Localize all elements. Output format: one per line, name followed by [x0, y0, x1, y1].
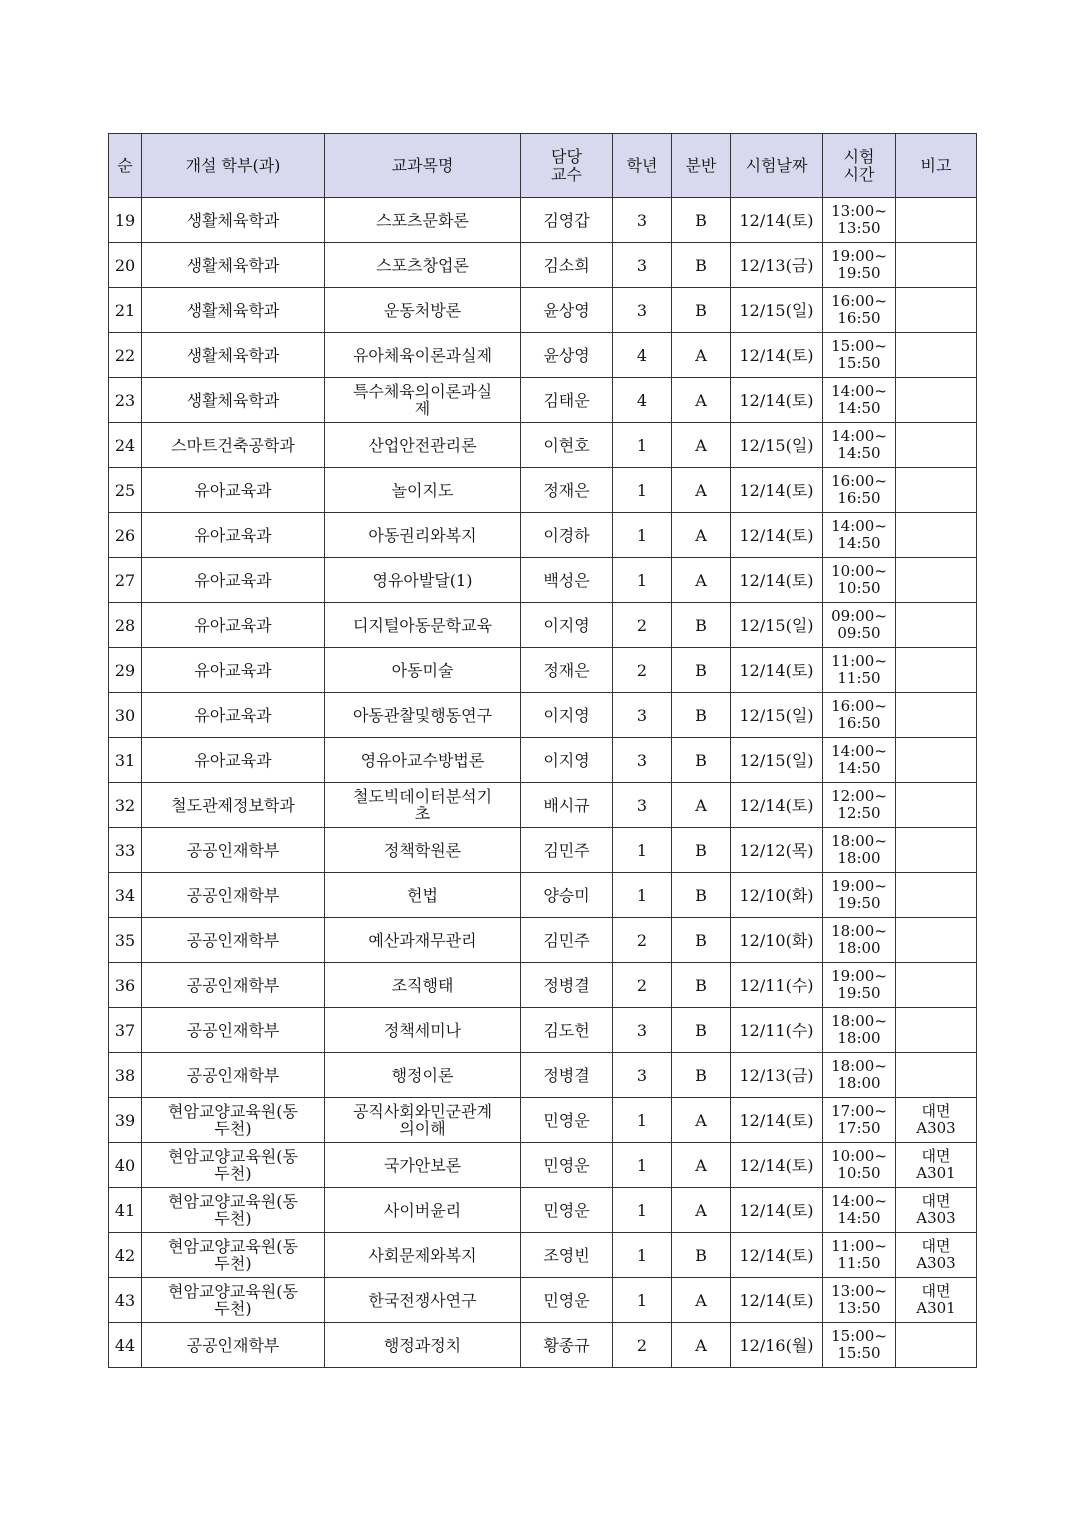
table-row: [109, 243, 977, 288]
cell-section: A: [672, 1188, 731, 1233]
cell-time: 17:00~ 17:50: [823, 1098, 896, 1143]
cell-no: 35: [109, 918, 142, 963]
cell-dept: 생활체육학과: [142, 378, 325, 423]
cell-date: 12/14(토): [731, 378, 823, 423]
cell-note: [896, 693, 977, 738]
cell-section: B: [672, 243, 731, 288]
cell-section: A: [672, 468, 731, 513]
cell-section: B: [672, 693, 731, 738]
cell-dept: 유아교육과: [142, 468, 325, 513]
cell-section: A: [672, 558, 731, 603]
cell-dept: 현암교양교육원(동 두천): [142, 1188, 325, 1233]
cell-note: [896, 1323, 977, 1368]
cell-dept: 공공인재학부: [142, 963, 325, 1008]
table-row: [109, 1143, 977, 1188]
header-time: 시험 시간: [823, 134, 896, 198]
cell-grade: 2: [613, 918, 672, 963]
cell-time: 16:00~ 16:50: [823, 468, 896, 513]
cell-no: 29: [109, 648, 142, 693]
cell-date: 12/15(일): [731, 423, 823, 468]
cell-no: 31: [109, 738, 142, 783]
table-row: [109, 288, 977, 333]
cell-date: 12/10(화): [731, 918, 823, 963]
cell-course: 공직사회와민군관계 의이해: [325, 1098, 521, 1143]
cell-dept: 생활체육학과: [142, 288, 325, 333]
table-row: [109, 423, 977, 468]
table-row: [109, 693, 977, 738]
cell-grade: 3: [613, 783, 672, 828]
cell-grade: 3: [613, 1008, 672, 1053]
cell-prof: 이지영: [521, 693, 613, 738]
cell-grade: 1: [613, 423, 672, 468]
cell-dept: 공공인재학부: [142, 873, 325, 918]
cell-dept: 현암교양교육원(동 두천): [142, 1098, 325, 1143]
cell-course: 예산과재무관리: [325, 918, 521, 963]
cell-dept: 생활체육학과: [142, 198, 325, 243]
header-note: 비고: [896, 134, 977, 198]
cell-date: 12/14(토): [731, 783, 823, 828]
cell-prof: 김소희: [521, 243, 613, 288]
table-row: [109, 1098, 977, 1143]
cell-date: 12/10(화): [731, 873, 823, 918]
cell-section: A: [672, 423, 731, 468]
header-no: 순: [109, 134, 142, 198]
exam-schedule-table: [108, 133, 977, 1368]
cell-prof: 김도헌: [521, 1008, 613, 1053]
cell-time: 14:00~ 14:50: [823, 378, 896, 423]
cell-date: 12/14(토): [731, 1098, 823, 1143]
cell-course: 산업안전관리론: [325, 423, 521, 468]
cell-grade: 1: [613, 1143, 672, 1188]
cell-grade: 1: [613, 468, 672, 513]
header-dept: 개설 학부(과): [142, 134, 325, 198]
header-grade: 학년: [613, 134, 672, 198]
cell-prof: 이경하: [521, 513, 613, 558]
cell-note: 대면 A303: [896, 1233, 977, 1278]
cell-grade: 1: [613, 873, 672, 918]
cell-section: A: [672, 513, 731, 558]
cell-date: 12/15(일): [731, 288, 823, 333]
cell-course: 철도빅데이터분석기 초: [325, 783, 521, 828]
cell-prof: 배시규: [521, 783, 613, 828]
cell-date: 12/16(월): [731, 1323, 823, 1368]
cell-no: 39: [109, 1098, 142, 1143]
cell-section: B: [672, 603, 731, 648]
cell-date: 12/14(토): [731, 333, 823, 378]
cell-prof: 김태운: [521, 378, 613, 423]
cell-section: B: [672, 828, 731, 873]
table-row: [109, 828, 977, 873]
cell-grade: 2: [613, 963, 672, 1008]
cell-note: [896, 558, 977, 603]
cell-section: B: [672, 198, 731, 243]
cell-date: 12/14(토): [731, 468, 823, 513]
cell-course: 아동미술: [325, 648, 521, 693]
cell-course: 운동처방론: [325, 288, 521, 333]
cell-no: 30: [109, 693, 142, 738]
cell-date: 12/15(일): [731, 603, 823, 648]
cell-date: 12/15(일): [731, 693, 823, 738]
cell-note: [896, 738, 977, 783]
table-row: [109, 918, 977, 963]
cell-dept: 생활체육학과: [142, 243, 325, 288]
cell-prof: 김민주: [521, 828, 613, 873]
cell-no: 37: [109, 1008, 142, 1053]
cell-note: 대면 A303: [896, 1098, 977, 1143]
cell-dept: 공공인재학부: [142, 1008, 325, 1053]
cell-note: [896, 513, 977, 558]
cell-note: [896, 468, 977, 513]
cell-prof: 정재은: [521, 468, 613, 513]
cell-time: 12:00~ 12:50: [823, 783, 896, 828]
cell-time: 18:00~ 18:00: [823, 918, 896, 963]
cell-no: 19: [109, 198, 142, 243]
cell-grade: 1: [613, 513, 672, 558]
cell-dept: 유아교육과: [142, 693, 325, 738]
cell-course: 아동관찰및행동연구: [325, 693, 521, 738]
cell-section: A: [672, 1143, 731, 1188]
cell-prof: 정병결: [521, 1053, 613, 1098]
cell-no: 36: [109, 963, 142, 1008]
table-row: [109, 783, 977, 828]
cell-dept: 유아교육과: [142, 513, 325, 558]
cell-section: A: [672, 1098, 731, 1143]
cell-grade: 1: [613, 1278, 672, 1323]
cell-no: 41: [109, 1188, 142, 1233]
cell-date: 12/12(목): [731, 828, 823, 873]
cell-prof: 정병결: [521, 963, 613, 1008]
cell-date: 12/13(금): [731, 1053, 823, 1098]
cell-note: 대면 A301: [896, 1278, 977, 1323]
cell-prof: 민영운: [521, 1188, 613, 1233]
cell-note: [896, 783, 977, 828]
cell-grade: 1: [613, 1188, 672, 1233]
cell-grade: 1: [613, 828, 672, 873]
cell-course: 국가안보론: [325, 1143, 521, 1188]
cell-course: 특수체육의이론과실 제: [325, 378, 521, 423]
cell-course: 행정과정치: [325, 1323, 521, 1368]
cell-time: 09:00~ 09:50: [823, 603, 896, 648]
cell-section: B: [672, 738, 731, 783]
cell-dept: 현암교양교육원(동 두천): [142, 1278, 325, 1323]
cell-course: 정책학원론: [325, 828, 521, 873]
cell-no: 38: [109, 1053, 142, 1098]
cell-time: 10:00~ 10:50: [823, 558, 896, 603]
cell-prof: 정재은: [521, 648, 613, 693]
cell-section: B: [672, 873, 731, 918]
cell-course: 놀이지도: [325, 468, 521, 513]
cell-grade: 2: [613, 603, 672, 648]
cell-dept: 유아교육과: [142, 738, 325, 783]
cell-prof: 김민주: [521, 918, 613, 963]
cell-course: 헌법: [325, 873, 521, 918]
cell-course: 조직행태: [325, 963, 521, 1008]
cell-no: 24: [109, 423, 142, 468]
cell-section: A: [672, 1323, 731, 1368]
cell-note: 대면 A303: [896, 1188, 977, 1233]
cell-section: B: [672, 918, 731, 963]
cell-time: 19:00~ 19:50: [823, 873, 896, 918]
cell-dept: 유아교육과: [142, 603, 325, 648]
table-row: [109, 738, 977, 783]
cell-time: 14:00~ 14:50: [823, 513, 896, 558]
table-row: [109, 1188, 977, 1233]
cell-dept: 철도관제정보학과: [142, 783, 325, 828]
cell-time: 16:00~ 16:50: [823, 288, 896, 333]
cell-no: 25: [109, 468, 142, 513]
cell-course: 정책세미나: [325, 1008, 521, 1053]
table-row: [109, 1233, 977, 1278]
table-row: [109, 648, 977, 693]
cell-note: [896, 1053, 977, 1098]
table-row: [109, 558, 977, 603]
cell-time: 18:00~ 18:00: [823, 1053, 896, 1098]
cell-section: A: [672, 378, 731, 423]
cell-time: 13:00~ 13:50: [823, 1278, 896, 1323]
cell-date: 12/14(토): [731, 1233, 823, 1278]
cell-no: 26: [109, 513, 142, 558]
cell-section: B: [672, 1008, 731, 1053]
cell-date: 12/14(토): [731, 558, 823, 603]
cell-prof: 민영운: [521, 1098, 613, 1143]
cell-date: 12/14(토): [731, 1188, 823, 1233]
cell-no: 33: [109, 828, 142, 873]
cell-prof: 김영갑: [521, 198, 613, 243]
cell-grade: 1: [613, 1233, 672, 1278]
cell-prof: 민영운: [521, 1278, 613, 1323]
cell-course: 아동권리와복지: [325, 513, 521, 558]
cell-note: [896, 873, 977, 918]
cell-dept: 현암교양교육원(동 두천): [142, 1143, 325, 1188]
cell-dept: 유아교육과: [142, 648, 325, 693]
cell-no: 20: [109, 243, 142, 288]
cell-prof: 조영빈: [521, 1233, 613, 1278]
cell-course: 영유아발달(1): [325, 558, 521, 603]
cell-section: A: [672, 1278, 731, 1323]
cell-dept: 현암교양교육원(동 두천): [142, 1233, 325, 1278]
cell-time: 14:00~ 14:50: [823, 738, 896, 783]
cell-prof: 민영운: [521, 1143, 613, 1188]
cell-time: 15:00~ 15:50: [823, 1323, 896, 1368]
cell-course: 행정이론: [325, 1053, 521, 1098]
cell-time: 18:00~ 18:00: [823, 1008, 896, 1053]
cell-section: B: [672, 1053, 731, 1098]
cell-date: 12/14(토): [731, 513, 823, 558]
cell-prof: 양승미: [521, 873, 613, 918]
cell-dept: 공공인재학부: [142, 828, 325, 873]
cell-course: 디지털아동문학교육: [325, 603, 521, 648]
cell-note: [896, 963, 977, 1008]
cell-course: 사회문제와복지: [325, 1233, 521, 1278]
cell-time: 13:00~ 13:50: [823, 198, 896, 243]
cell-time: 15:00~ 15:50: [823, 333, 896, 378]
table-row: [109, 1053, 977, 1098]
cell-no: 44: [109, 1323, 142, 1368]
table-row: [109, 1323, 977, 1368]
cell-grade: 3: [613, 693, 672, 738]
header-prof: 담당 교수: [521, 134, 613, 198]
cell-time: 11:00~ 11:50: [823, 1233, 896, 1278]
cell-note: [896, 378, 977, 423]
cell-section: B: [672, 648, 731, 693]
cell-note: 대면 A301: [896, 1143, 977, 1188]
cell-time: 16:00~ 16:50: [823, 693, 896, 738]
cell-date: 12/13(금): [731, 243, 823, 288]
cell-dept: 공공인재학부: [142, 1323, 325, 1368]
table-row: [109, 378, 977, 423]
cell-no: 40: [109, 1143, 142, 1188]
cell-prof: 윤상영: [521, 333, 613, 378]
cell-time: 14:00~ 14:50: [823, 423, 896, 468]
header-section: 분반: [672, 134, 731, 198]
cell-dept: 생활체육학과: [142, 333, 325, 378]
cell-date: 12/11(수): [731, 963, 823, 1008]
cell-section: B: [672, 963, 731, 1008]
table-row: [109, 873, 977, 918]
cell-prof: 이현호: [521, 423, 613, 468]
cell-dept: 공공인재학부: [142, 918, 325, 963]
cell-grade: 1: [613, 1098, 672, 1143]
cell-course: 사이버윤리: [325, 1188, 521, 1233]
cell-note: [896, 243, 977, 288]
cell-prof: 황종규: [521, 1323, 613, 1368]
table-row: [109, 603, 977, 648]
cell-section: A: [672, 783, 731, 828]
table-row: [109, 513, 977, 558]
cell-time: 19:00~ 19:50: [823, 963, 896, 1008]
table-row: [109, 198, 977, 243]
cell-grade: 3: [613, 1053, 672, 1098]
cell-dept: 스마트건축공학과: [142, 423, 325, 468]
cell-prof: 이지영: [521, 603, 613, 648]
cell-course: 스포츠문화론: [325, 198, 521, 243]
cell-date: 12/14(토): [731, 1143, 823, 1188]
cell-no: 21: [109, 288, 142, 333]
table-row: [109, 1008, 977, 1053]
cell-date: 12/11(수): [731, 1008, 823, 1053]
table-body: [109, 198, 977, 1368]
cell-course: 유아체육이론과실제: [325, 333, 521, 378]
cell-section: B: [672, 1233, 731, 1278]
cell-section: B: [672, 288, 731, 333]
cell-section: A: [672, 333, 731, 378]
cell-time: 18:00~ 18:00: [823, 828, 896, 873]
cell-course: 스포츠창업론: [325, 243, 521, 288]
cell-time: 10:00~ 10:50: [823, 1143, 896, 1188]
cell-grade: 1: [613, 558, 672, 603]
cell-no: 42: [109, 1233, 142, 1278]
cell-grade: 3: [613, 288, 672, 333]
cell-time: 19:00~ 19:50: [823, 243, 896, 288]
cell-grade: 3: [613, 198, 672, 243]
table-row: [109, 333, 977, 378]
cell-no: 22: [109, 333, 142, 378]
cell-date: 12/14(토): [731, 198, 823, 243]
cell-note: [896, 423, 977, 468]
cell-date: 12/14(토): [731, 1278, 823, 1323]
cell-no: 27: [109, 558, 142, 603]
header-row: [109, 134, 977, 198]
cell-prof: 이지영: [521, 738, 613, 783]
cell-course: 한국전쟁사연구: [325, 1278, 521, 1323]
header-date: 시험날짜: [731, 134, 823, 198]
cell-grade: 2: [613, 1323, 672, 1368]
cell-no: 43: [109, 1278, 142, 1323]
cell-date: 12/14(토): [731, 648, 823, 693]
cell-no: 32: [109, 783, 142, 828]
cell-no: 34: [109, 873, 142, 918]
cell-dept: 유아교육과: [142, 558, 325, 603]
table-row: [109, 963, 977, 1008]
cell-note: [896, 828, 977, 873]
table-row: [109, 1278, 977, 1323]
header-course: 교과목명: [325, 134, 521, 198]
cell-course: 영유아교수방법론: [325, 738, 521, 783]
cell-no: 28: [109, 603, 142, 648]
cell-time: 11:00~ 11:50: [823, 648, 896, 693]
cell-prof: 백성은: [521, 558, 613, 603]
cell-prof: 윤상영: [521, 288, 613, 333]
cell-time: 14:00~ 14:50: [823, 1188, 896, 1233]
cell-note: [896, 648, 977, 693]
cell-note: [896, 918, 977, 963]
cell-grade: 4: [613, 333, 672, 378]
cell-note: [896, 603, 977, 648]
table-row: [109, 468, 977, 513]
cell-note: [896, 288, 977, 333]
cell-dept: 공공인재학부: [142, 1053, 325, 1098]
cell-grade: 3: [613, 738, 672, 783]
cell-grade: 4: [613, 378, 672, 423]
cell-note: [896, 333, 977, 378]
cell-date: 12/15(일): [731, 738, 823, 783]
cell-no: 23: [109, 378, 142, 423]
cell-grade: 3: [613, 243, 672, 288]
cell-note: [896, 1008, 977, 1053]
cell-grade: 2: [613, 648, 672, 693]
cell-note: [896, 198, 977, 243]
